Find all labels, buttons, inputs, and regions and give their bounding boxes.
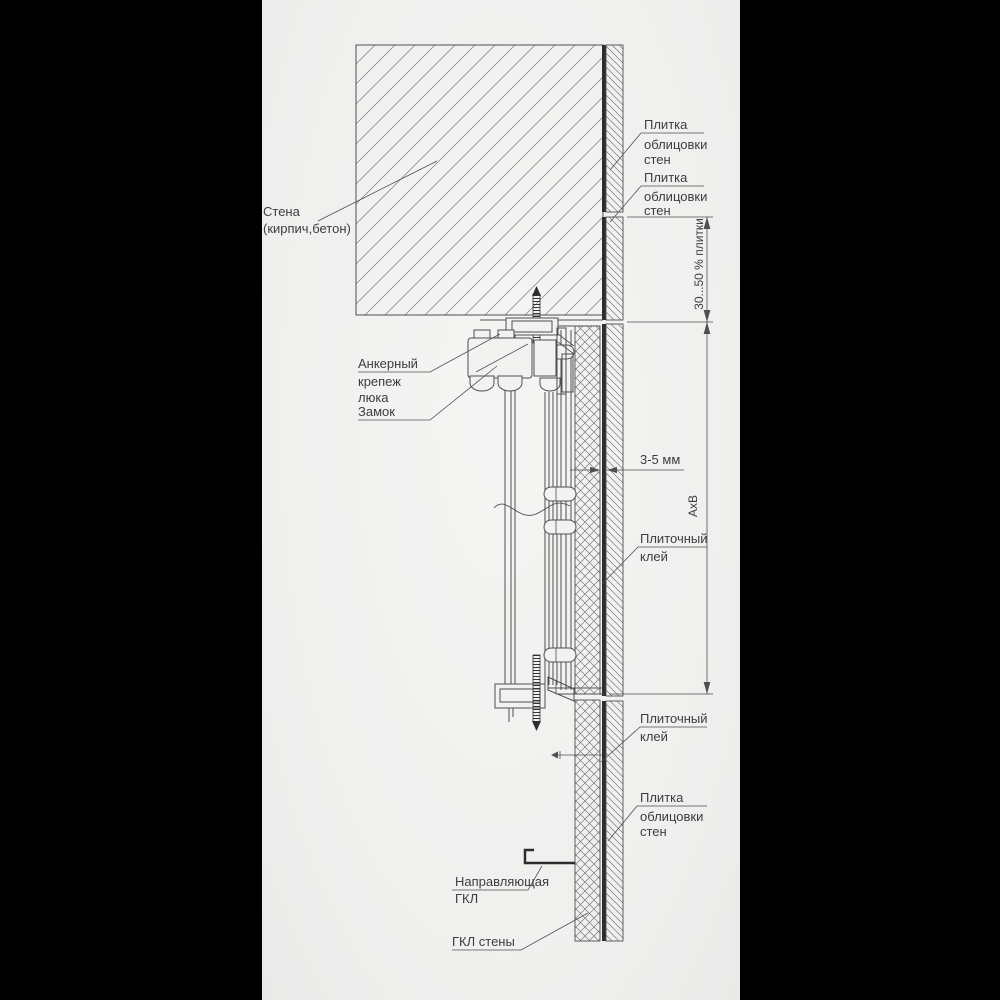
wall-tile-1 [606,45,623,212]
gkl-track-channel [525,850,575,863]
gkl-wall-panel [575,700,600,941]
lock-side-block [534,340,556,376]
label-gkl-track: ГКЛ [455,891,479,906]
tile-column [602,45,623,941]
dim-arrow-up [704,322,711,334]
bottom-bracket-legs [509,708,513,722]
dim-arrow-down [704,682,711,694]
label-anchor: Анкерный [358,356,418,371]
label-tile-upper-2: стен [644,203,671,218]
label-gap: 3-5 мм [640,452,681,467]
dim-arrow-down [704,310,711,322]
label-adhesive-mid: Плиточный [640,531,708,546]
door-clip [544,648,576,662]
bottom-anchor-assembly [495,655,574,731]
label-lock: Замок [358,404,395,419]
adhesive-layer [602,324,606,696]
label-gkl-wall: ГКЛ стены [452,934,515,949]
label-gkl-track: Направляющая [455,874,550,889]
label-tile-lower: стен [640,824,667,839]
label-tile-upper-1: Плитка [644,117,688,132]
label-adhesive-mid: клей [640,549,668,564]
hatch-door-tile [606,324,623,696]
door-gkl-panel [575,326,600,694]
label-tile-upper-2: Плитка [644,170,688,185]
wall-tile-3 [606,701,623,941]
lock-tab [474,330,490,338]
bottom-bolt-tip [532,721,541,731]
label-wall: Стена [263,204,300,219]
label-tile-lower: облицовки [640,809,704,824]
label-adhesive-lower: Плиточный [640,711,708,726]
label-anchor: люка [358,390,389,405]
label-wall: (кирпич,бетон) [263,221,351,236]
dim-tile-percent: 30...50 % плитки [692,218,706,310]
wall-tile-2 [606,217,623,320]
dim-axb: AxB [686,494,700,518]
label-tile-upper-1: стен [644,152,671,167]
lock-foot [498,376,522,391]
label-tile-upper-1: облицовки [644,137,708,152]
door-clip [544,487,576,501]
gkl-screw-head [551,752,558,759]
label-adhesive-lower: клей [640,729,668,744]
bottom-wall-gkl [525,700,602,941]
adhesive-layer [602,701,606,941]
technical-drawing [262,0,740,1000]
lock-tab [498,330,514,338]
label-tile-upper-2: облицовки [644,189,708,204]
bottom-anchor-bolt [533,655,540,722]
wall-section [356,45,603,315]
wall-block [356,45,603,315]
door-clip [544,520,576,534]
adhesive-layer [602,45,606,212]
label-anchor: крепеж [358,374,401,389]
drawing-sheet [262,0,740,1000]
lock-body [468,338,532,378]
label-tile-lower: Плитка [640,790,684,805]
adhesive-layer [602,217,606,320]
